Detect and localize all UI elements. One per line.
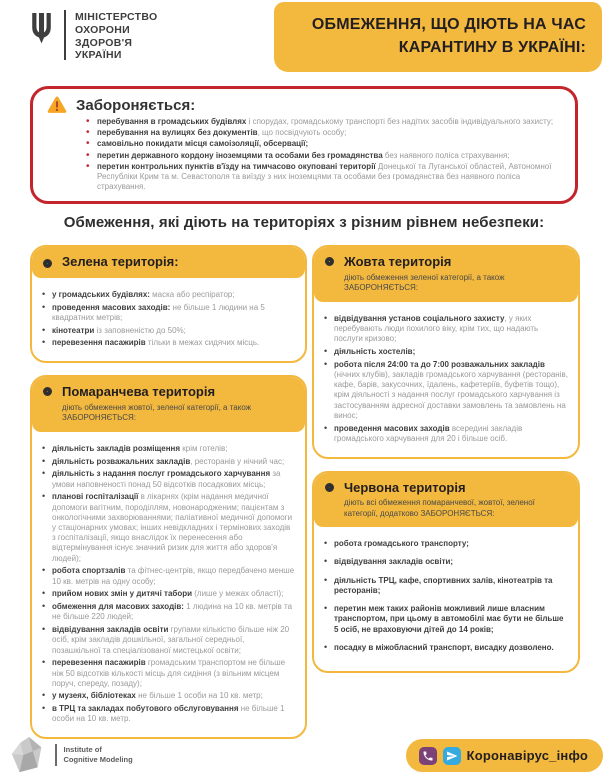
zone-yellow-title: Жовта територія (344, 254, 452, 269)
list-item: • перевезення пасажирів тільки в межах сидячих місць. (41, 338, 295, 348)
zone-card-orange (30, 375, 307, 739)
list-item: • проведення масових заходів: не більше 1 людини на 5 квадратних метрів; (41, 303, 295, 323)
prohibited-heading: Забороняється: (76, 96, 196, 114)
list-item: • перевезення пасажирів громадським транспортом не більше ніж 50 відсотків кількості місць для сидіння (з вільним місцем поруч, спереду, позаду); (41, 658, 295, 689)
zone-green-list (41, 290, 295, 349)
list-item: • самовільно покидати місця самоізоляції, обсервації; (85, 139, 559, 149)
logo-divider (64, 10, 66, 60)
zone-orange-list (41, 444, 295, 725)
poster-title-banner (274, 2, 602, 72)
list-item: • діяльність закладів розміщення крім готелів; (41, 444, 295, 454)
list-item: • кінотеатри із заповненістю до 50%; (41, 326, 295, 336)
green-zone-dot-icon (43, 259, 52, 268)
list-item: • відвідування закладів освіти; (323, 557, 568, 567)
icm-line: Institute of (63, 745, 102, 755)
zone-card-green (30, 245, 307, 363)
ministry-logo-block (28, 10, 157, 62)
telegram-icon (443, 747, 461, 765)
list-item: • перетин контрольних пунктів в'їзду на тимчасово окуповані території Донецької та Луганської областей, Автономної Республіки Крим та м. Севастополя та виїзду з них іноземцями та особами без громадянства без наявного поліса страхування. (85, 162, 559, 193)
zone-red-body (314, 527, 578, 671)
ministry-line: УКРАЇНИ (75, 49, 122, 62)
zone-green-body (32, 278, 305, 361)
icm-logo-block (10, 736, 133, 774)
list-item: • посадку в міжобласний транспорт, висадку дозволено. (323, 643, 568, 653)
zone-red-list (323, 539, 568, 653)
ministry-line: ЗДОРОВ'Я (75, 36, 133, 49)
list-item: • перетин державного кордону іноземцями та особами без громадянства без наявного поліса страхування; (85, 151, 559, 161)
zone-card-yellow (312, 245, 580, 459)
yellow-zone-dot-icon (325, 257, 334, 266)
ministry-name (75, 10, 157, 62)
zone-red-subtitle: діють всі обмеження помаранчевої, жовтої, зеленої категорії, додатково ЗАБОРОНЯЄТЬСЯ: (344, 498, 535, 518)
list-item: • робота спортзалів та фітнес-центрів, якщо передбачено менше 10 кв. метрів на одну особу; (41, 566, 295, 586)
trident-icon (28, 10, 55, 48)
zone-yellow-subtitle: діють обмеження зеленої категорії, а також ЗАБОРОНЯЄТЬСЯ: (344, 272, 505, 293)
prohibited-heading-row (47, 96, 559, 114)
list-item: • обмеження для масових заходів: 1 людина на 10 кв. метрів та не більше 220 людей; (41, 602, 295, 622)
list-item: • у музеях, бібліотеках не більше 1 особи на 10 кв. метр; (41, 691, 295, 701)
red-zone-dot-icon (325, 483, 334, 492)
list-item: • перетин меж таких районів можливий лише власним транспортом, при цьому в автомобілі має бути не більше 5 осіб, не враховуючи дітей до 14 років; (323, 604, 568, 635)
zone-orange-subtitle: діють обмеження жовтої, зеленої категорії, а також ЗАБОРОНЯЄТЬСЯ: (62, 403, 252, 423)
list-item: • відвідування установ соціального захисту, у яких перебувають люди похилого віку, крім тих, що надають послуги кризово; (323, 314, 568, 345)
zone-green-title: Зелена територія: (62, 254, 179, 269)
poster-title: ОБМЕЖЕННЯ, ЩО ДІЮТЬ НА ЧАС КАРАНТИНУ В УКРАЇНІ: (311, 16, 586, 56)
prohibited-list (85, 117, 559, 193)
zone-card-red (312, 471, 580, 674)
list-item: • перебування в громадських будівлях і спорудах, громадському транспорті без надітих засобів індивідуального захисту; (85, 117, 559, 127)
viber-icon (419, 747, 437, 765)
list-item: • в ТРЦ та закладах побутового обслуговування не більше 1 особи на 10 кв. метр. (41, 704, 295, 724)
list-item: • планові госпіталізації в лікарнях (крім надання медичної допомоги вагітним, породіллям, новонародженим; пацієнтам з онкологічними захворюваннями; паліативної медичної допомоги у стаціонарних умовах; інших невідкладних і термінових заходів з госпіталізації, якщо внаслідок їх перенесення або відтермінування існує значний ризик для життя або здоров'я людей); (41, 492, 295, 564)
zone-green-header (32, 247, 305, 278)
warning-icon (47, 96, 67, 114)
icm-line: Cognitive Modeling (63, 755, 133, 764)
zone-orange-body (32, 432, 305, 737)
list-item: • діяльність хостелів; (323, 347, 568, 357)
ministry-line: ОХОРОНИ (75, 23, 130, 36)
ministry-line: МІНІСТЕРСТВО (75, 11, 158, 23)
zone-red-title: Червона територія (344, 479, 466, 495)
icm-logo-icon (10, 736, 48, 774)
zone-orange-header (32, 377, 305, 432)
zones-column-left (30, 245, 307, 739)
list-item: • робота після 24:00 та до 7:00 розважальних закладів (нічних клубів), закладів громадського харчування (ресторанів, кафе, барів, закусочних, їдалень, кафетеріїв, буфетів тощо), крім діяльності з надання послуг громадського харчування із застосуванням адресної доставки замовлень та замовлень на винос; (323, 360, 568, 421)
list-item: • відвідування закладів освіти групами кількістю більше ніж 20 осіб, крім закладів дошкільної, загальної середньої, позашкільної та спеціалізованої мистецької освіти; (41, 625, 295, 656)
channel-name: Коронавірус_інфо (466, 748, 588, 763)
list-item: • перебування на вулицях без документів, що посвідчують особу; (85, 128, 559, 138)
list-item: • діяльність ТРЦ, кафе, спортивних залів, кінотеатрів та ресторанів; (323, 576, 568, 596)
prohibited-box (30, 86, 578, 204)
zone-yellow-body (314, 302, 578, 457)
zones-column-right (312, 245, 580, 673)
zone-orange-title: Помаранчева територія (62, 384, 216, 400)
orange-zone-dot-icon (43, 387, 52, 396)
section-heading: Обмеження, які діють на територіях з різним рівнем небезпеки: (63, 214, 545, 231)
zone-yellow-header (314, 247, 578, 302)
icm-name (64, 745, 133, 765)
zone-red-header (314, 473, 578, 528)
list-item: • прийом нових змін у дитячі табори (лише у межах області); (41, 589, 295, 599)
list-item: • робота громадського транспорту; (323, 539, 568, 549)
icm-divider (55, 744, 57, 766)
list-item: • у громадських будівлях: маска або респіратор; (41, 290, 295, 300)
info-channel-pill[interactable] (406, 739, 603, 772)
list-item: • діяльність з надання послуг громадського харчування за умови наповненості понад 50 відсотків посадкових місць; (41, 469, 295, 489)
list-item: • проведення масових заходів всередині закладів громадського харчування для 20 і більше осіб. (323, 424, 568, 444)
zone-yellow-list (323, 314, 568, 444)
list-item: • діяльність розважальних закладів, ресторанів у нічний час; (41, 457, 295, 467)
